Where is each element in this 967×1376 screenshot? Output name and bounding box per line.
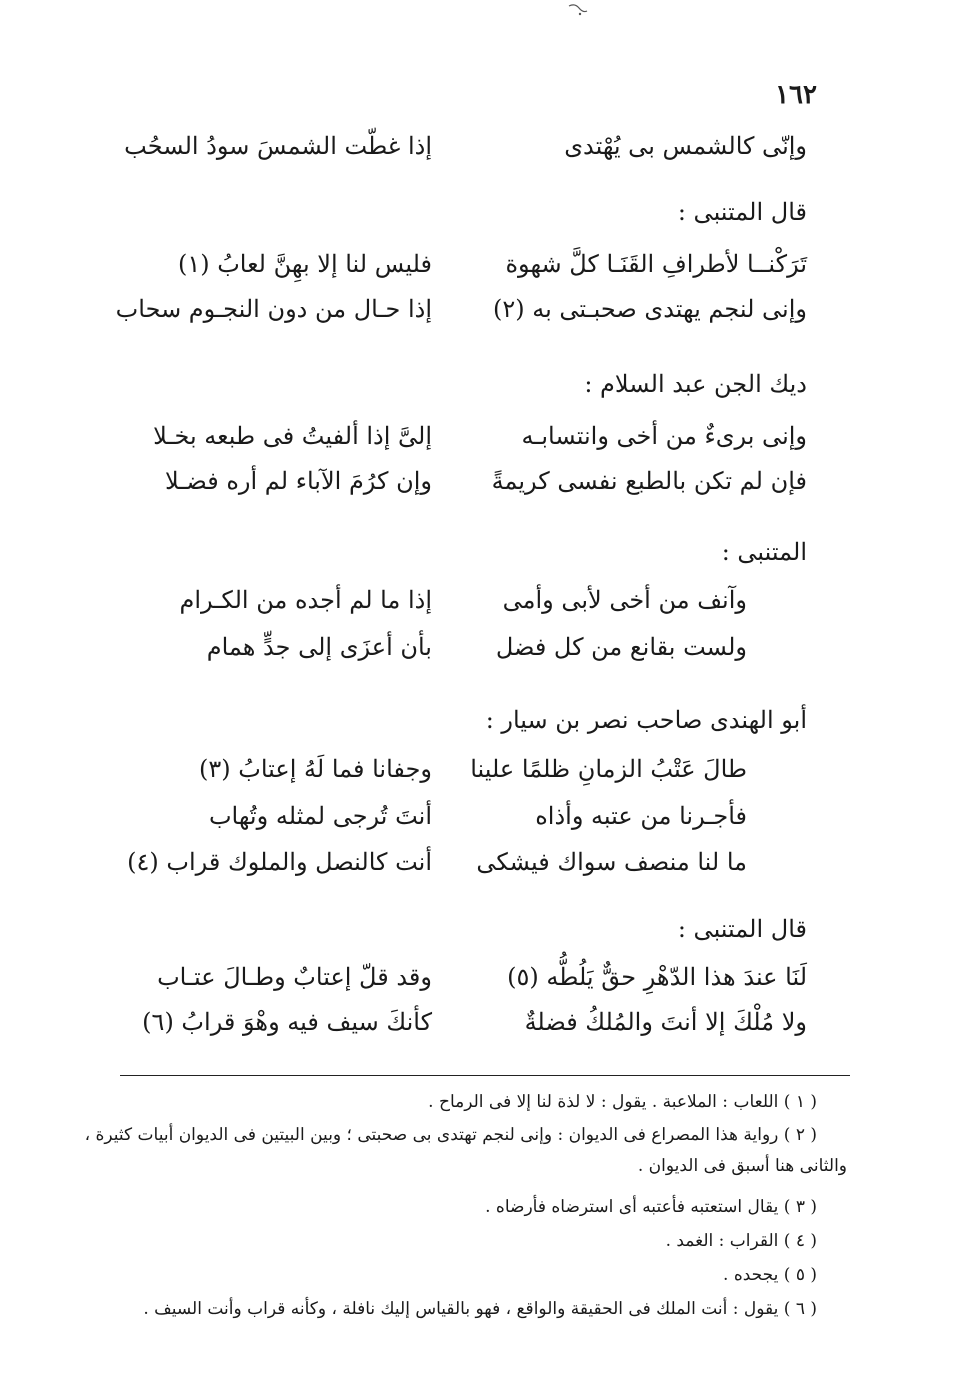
verse-hemistich-second: وإن كرُمَ الآباء لم أره فضـلا — [165, 467, 432, 495]
verse-hemistich-first: وإنّى كالشمس بى يُهْتدى — [564, 132, 807, 160]
verse-line — [122, 467, 807, 507]
verse-hemistich-second: وقد قلّ إعتابٌ وطـالَ عتـاب — [157, 963, 432, 991]
verse-hemistich-second: وجفانا فما لَهُ إعتابُ (٣) — [199, 755, 432, 783]
speaker-heading: أبو الهندى صاحب نصر بن سيار : — [485, 706, 807, 734]
footnote: ( ٢ ) رواية هذا المصراع فى الديوان : وإنى لنجم تهتدى بى صحبتى ؛ وبين البيتين فى الديوان أبيات كثيرة ، — [84, 1125, 817, 1145]
verse-hemistich-second: بأن أعزَى إلى جدٍّ همام — [206, 633, 432, 661]
footnote-continuation: والثانى هنا أسبق فى الديوان . — [637, 1156, 847, 1176]
verse-line — [122, 1008, 807, 1048]
verse-hemistich-first: طالَ عَتْبُ الزمانِ ظلمًا علينا — [470, 755, 747, 783]
verse-hemistich-second: إذا ما لم أجده من الكـرام — [179, 586, 432, 614]
speaker-heading: قال المتنبى : — [677, 198, 807, 226]
verse-hemistich-first: ما لنا منصف سواك فيشكى — [476, 848, 747, 876]
verse-hemistich-first: لَنَا عندَ هذا الدّهْرِ حقٌّ يَلُطُّه (٥) — [507, 963, 807, 991]
verse-hemistich-first: تَرَكْنــا لأطرافِ القَنَـا كلَّ شهوة — [505, 250, 807, 278]
footnote: ( ١ ) اللعاب : الملاعبة . يقول : لا لذة لنا إلا فى الرماح . — [428, 1092, 817, 1112]
page-number: ١٦٢ — [775, 80, 817, 110]
intro-verse — [122, 132, 807, 172]
speaker-heading: قال المتنبى : — [677, 915, 807, 943]
footnote-separator — [120, 1075, 850, 1076]
verse-hemistich-second: كأنكَ سيف فيه وهْوَ قرابُ (٦) — [142, 1008, 432, 1036]
verse-line — [115, 295, 807, 335]
verse-hemistich-first: وإنى لنجم يهتدى صحبـتى به (٢) — [492, 295, 807, 323]
verse-line — [122, 422, 807, 462]
verse-hemistich-first: ولا مُلْكَ إلا أنتَ والمُلكُ فضلةٌ — [524, 1008, 807, 1036]
verse-hemistich-second: فليس لنا إلا بهِنَّ لعابُ (١) — [177, 250, 432, 278]
verse-hemistich-first: ولست بقانع من كل فضل — [495, 633, 747, 661]
verse-line — [122, 963, 807, 1003]
footnote: ( ٥ ) يجحده . — [723, 1265, 817, 1285]
verse-line — [122, 586, 807, 626]
verse-hemistich-second: إلىَّ إذا ألفيتُ فى طبعه بخـلا — [153, 422, 432, 450]
verse-hemistich-first: وآنف من أخى لأبى وأمى — [502, 586, 747, 614]
verse-hemistich-first: فأجـرنا من عتبه وأذاه — [535, 802, 747, 830]
verse-line — [122, 755, 807, 795]
speaker-heading: ديك الجن عبد السلام : — [584, 370, 807, 398]
verse-line — [122, 633, 807, 673]
footnote: ( ٦ ) يقول : أنت الملك فى الحقيقة والواقع ، فهو بالقياس إليك نافلة ، وكأنه قراب وأنت السيف . — [143, 1299, 817, 1319]
verse-hemistich-second: إذا حـال من دون النجـوم سحاب — [115, 295, 432, 323]
verse-hemistich-second: أنت كالنصل والملوك قراب (٤) — [127, 848, 432, 876]
verse-hemistich-second: إذا غطّت الشمسَ سودُ السحُب — [124, 132, 432, 160]
verse-hemistich-first: فإن لم تكن بالطبع نفسى كريمةً — [491, 467, 807, 495]
verse-line — [122, 250, 807, 290]
verse-line — [122, 848, 807, 888]
verse-hemistich-second: أنتَ تُرجى لمثله وتُهاب — [208, 802, 432, 830]
verse-line — [122, 802, 807, 842]
footnote: ( ٤ ) القراب : الغمد . — [665, 1231, 817, 1251]
speaker-heading: المتنبى : — [721, 538, 807, 566]
footnote: ( ٣ ) يقال استعتبه فأعتبه أى استرضاه فأرضاه . — [485, 1197, 817, 1217]
scan-speck — [565, 2, 591, 18]
verse-hemistich-first: وإنى برىءٌ من أخى وانتسابـه — [521, 422, 807, 450]
